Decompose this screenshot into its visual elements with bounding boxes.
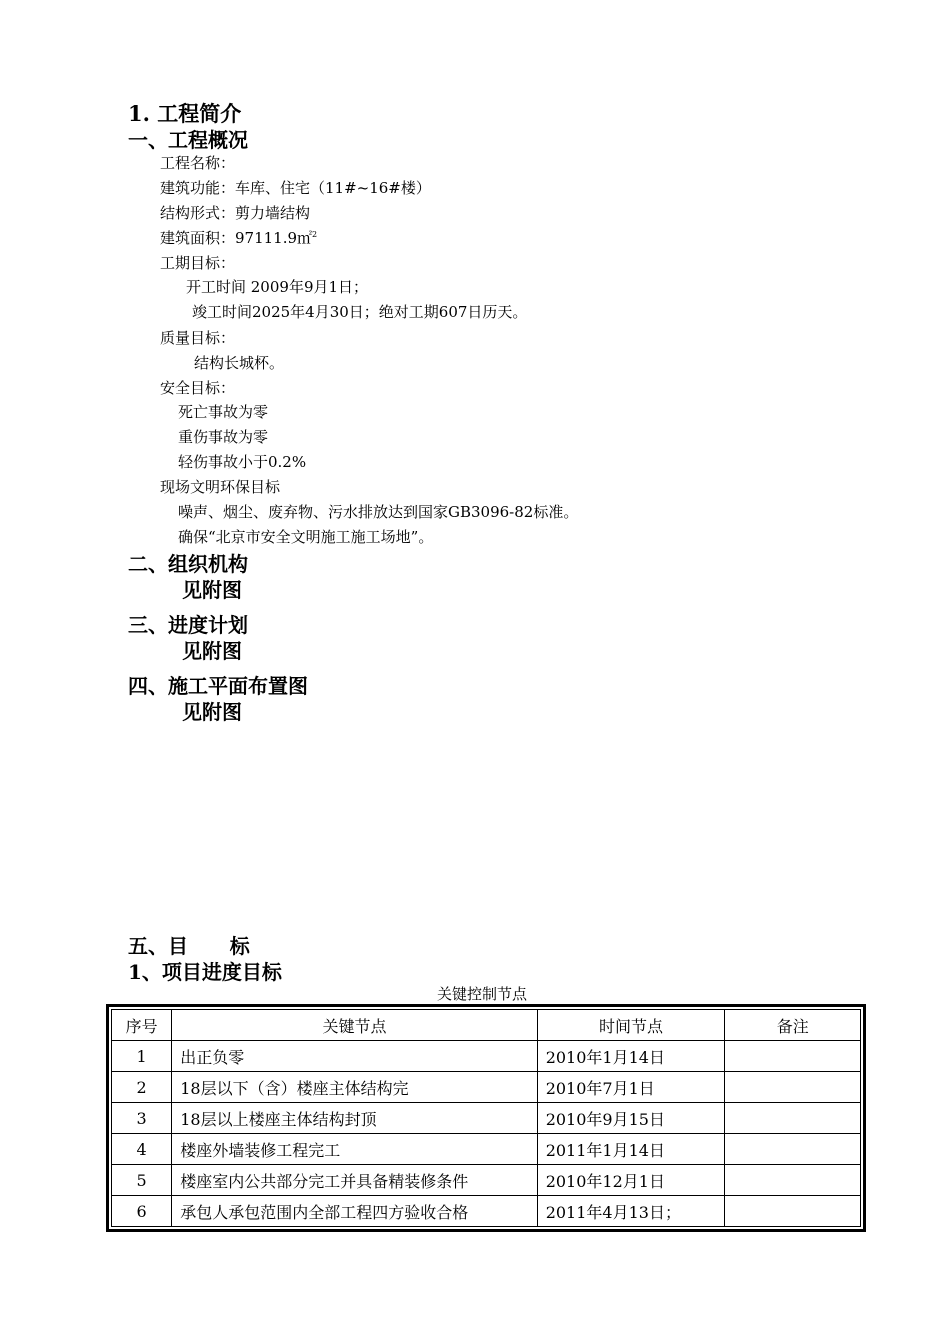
env-target-1: 噪声、烟尘、废弃物、污水排放达到国家GB3096-82标准。 xyxy=(178,503,579,521)
table-row xyxy=(112,1134,861,1165)
milestone-table xyxy=(111,1009,861,1227)
cell-milestone: 18层以上楼座主体结构封顶 xyxy=(172,1103,537,1134)
env-target-2: 确保“北京市安全文明施工施工场地”。 xyxy=(178,528,434,546)
overview-heading: 一、工程概况 xyxy=(128,128,248,152)
cell-remark xyxy=(725,1134,861,1165)
env-label: 现场文明环保目标 xyxy=(160,478,281,496)
header-index: 序号 xyxy=(112,1010,172,1041)
cell-remark xyxy=(725,1196,861,1227)
schedule-heading: 三、进度计划 xyxy=(128,613,248,637)
cell-date: 2011年1月14日 xyxy=(537,1134,725,1165)
cell-index: 2 xyxy=(112,1072,172,1103)
header-date: 时间节点 xyxy=(537,1010,725,1041)
area-line xyxy=(160,227,317,248)
header-milestone: 关键节点 xyxy=(172,1010,537,1041)
project-name-line: 工程名称： xyxy=(160,154,236,172)
targets-heading: 五、目 标 xyxy=(128,934,250,958)
cell-remark xyxy=(725,1165,861,1196)
org-heading: 二、组织机构 xyxy=(128,552,248,576)
milestone-table-frame xyxy=(106,1004,866,1232)
site-layout-body: 见附图 xyxy=(182,700,242,724)
table-row xyxy=(112,1041,861,1072)
safety-target-2: 重伤事故为零 xyxy=(178,428,269,446)
org-body: 见附图 xyxy=(182,578,242,602)
start-date-line: 开工时间 2009年9月1日； xyxy=(186,278,369,296)
cell-milestone: 楼座室内公共部分完工并具备精装修条件 xyxy=(172,1165,537,1196)
cell-remark xyxy=(725,1041,861,1072)
finish-date-line: 竣工时间2025年4月30日；绝对工期607日历天。 xyxy=(192,303,528,321)
cell-milestone: 承包人承包范围内全部工程四方验收合格 xyxy=(172,1196,537,1227)
cell-date: 2010年12月1日 xyxy=(537,1165,725,1196)
safety-target-1: 死亡事故为零 xyxy=(178,403,269,421)
table-row xyxy=(112,1072,861,1103)
schedule-label: 工期目标： xyxy=(160,254,236,272)
quality-label: 质量目标： xyxy=(160,329,236,347)
cell-milestone: 18层以下（含）楼座主体结构完 xyxy=(172,1072,537,1103)
function-line: 建筑功能：车库、住宅（11#~16#楼） xyxy=(160,179,431,197)
cell-index: 1 xyxy=(112,1041,172,1072)
cell-date: 2011年4月13日； xyxy=(537,1196,725,1227)
quality-target: 结构长城杯。 xyxy=(194,354,285,372)
progress-target-heading: 1、项目进度目标 xyxy=(128,960,282,984)
schedule-body: 见附图 xyxy=(182,639,242,663)
cell-remark xyxy=(725,1072,861,1103)
cell-index: 6 xyxy=(112,1196,172,1227)
cell-date: 2010年9月15日 xyxy=(537,1103,725,1134)
section-title: 1. 工程简介 xyxy=(128,101,242,126)
area-text: 建筑面积：97111.9㎡ xyxy=(160,229,313,247)
area-superscript: 2 xyxy=(312,230,318,239)
safety-label: 安全目标： xyxy=(160,379,236,397)
cell-milestone: 楼座外墙装修工程完工 xyxy=(172,1134,537,1165)
cell-remark xyxy=(725,1103,861,1134)
cell-date: 2010年1月14日 xyxy=(537,1041,725,1072)
table-row xyxy=(112,1103,861,1134)
cell-index: 3 xyxy=(112,1103,172,1134)
site-layout-heading: 四、施工平面布置图 xyxy=(128,674,308,698)
table-header-row xyxy=(112,1010,861,1041)
cell-index: 4 xyxy=(112,1134,172,1165)
table-row xyxy=(112,1165,861,1196)
header-remark: 备注 xyxy=(725,1010,861,1041)
structure-line: 结构形式：剪力墙结构 xyxy=(160,204,311,222)
cell-index: 5 xyxy=(112,1165,172,1196)
table-row xyxy=(112,1196,861,1227)
table-caption: 关键控制节点 xyxy=(437,985,528,1003)
safety-target-3: 轻伤事故小于0.2% xyxy=(178,453,307,471)
cell-milestone: 出正负零 xyxy=(172,1041,537,1072)
cell-date: 2010年7月1日 xyxy=(537,1072,725,1103)
